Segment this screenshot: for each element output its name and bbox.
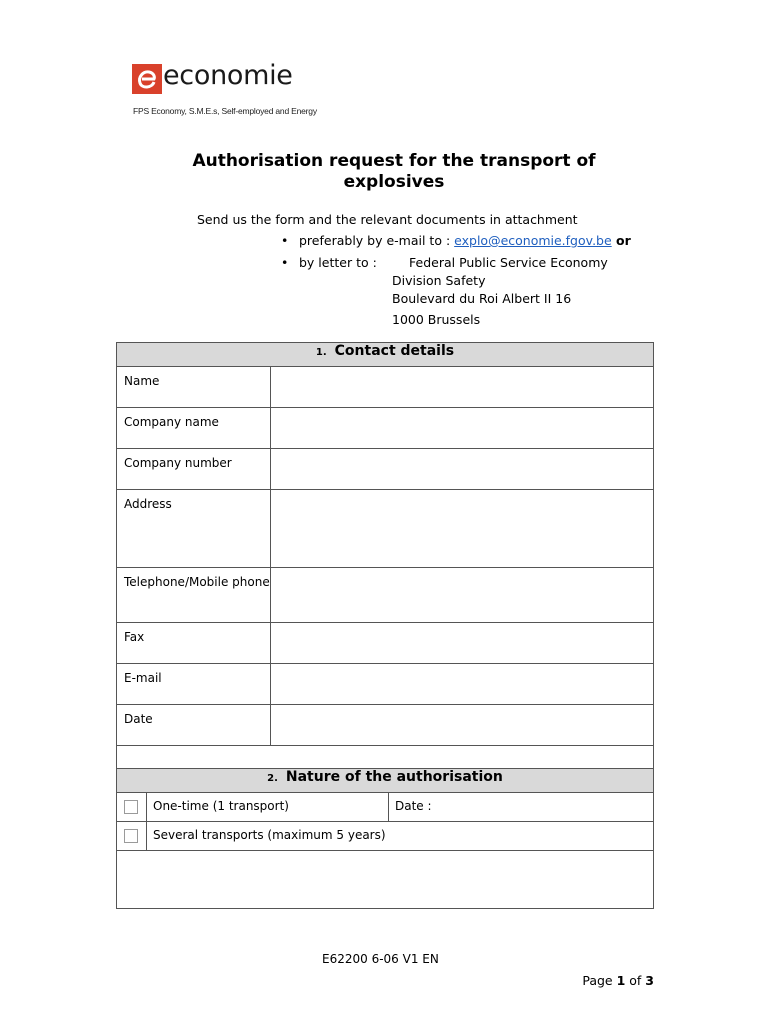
bullet-dot: • <box>281 233 289 248</box>
section-title <box>117 343 654 367</box>
table-row <box>117 367 654 408</box>
option-label: Several transports (maximum 5 years) <box>147 822 654 851</box>
table-row <box>117 408 654 449</box>
bullet-letter-prefix: by letter to : <box>299 255 377 270</box>
page-current: 1 <box>616 973 626 988</box>
field-label: Telephone/Mobile phone <box>117 568 271 623</box>
contact-details-table <box>116 342 654 769</box>
page-of: of <box>625 973 646 988</box>
checkbox-cell <box>117 822 147 851</box>
table-row <box>117 793 654 822</box>
page-prefix: Page <box>582 973 617 988</box>
company-number-field[interactable] <box>271 449 654 490</box>
table-row <box>117 449 654 490</box>
intro-text: Send us the form and the relevant documents in attachment <box>197 212 578 227</box>
field-label: Date <box>117 705 271 746</box>
section-number: 2. <box>267 773 278 784</box>
section-header <box>117 769 654 793</box>
date-label[interactable]: Date : <box>389 793 654 822</box>
bullet-letter <box>281 255 377 270</box>
logo-word: economie <box>163 60 293 91</box>
one-time-checkbox[interactable] <box>124 800 138 814</box>
table-row <box>117 623 654 664</box>
telephone-field[interactable] <box>271 568 654 623</box>
page-number <box>582 973 654 988</box>
table-row <box>117 851 654 909</box>
address-field[interactable] <box>271 490 654 568</box>
date-field[interactable] <box>271 705 654 746</box>
table-row <box>117 490 654 568</box>
bullet-email-prefix: preferably by e-mail to : <box>299 233 455 248</box>
document-title: Authorisation request for the transport of explosives <box>192 151 596 192</box>
name-field[interactable] <box>271 367 654 408</box>
address-line: 1000 Brussels <box>392 312 481 327</box>
section-number: 1. <box>315 347 327 358</box>
logo-subtitle: FPS Economy, S.M.E.s, Self-employed and Energy <box>133 106 317 116</box>
address-line: Boulevard du Roi Albert II 16 <box>392 291 572 306</box>
notes-field[interactable] <box>117 851 654 909</box>
bullet-email-suffix: or <box>611 233 631 248</box>
address-line: Division Safety <box>392 273 486 288</box>
field-label: Address <box>117 490 271 568</box>
section-title-text: Nature of the authorisation <box>285 769 503 785</box>
field-label: Fax <box>117 623 271 664</box>
table-row <box>117 568 654 623</box>
address-line: Federal Public Service Economy <box>409 255 608 270</box>
bullet-dot: • <box>281 255 289 270</box>
nature-authorisation-table <box>116 768 654 909</box>
company-name-field[interactable] <box>271 408 654 449</box>
email-field[interactable] <box>271 664 654 705</box>
spacer-row <box>117 746 654 769</box>
email-link[interactable]: explo@economie.fgov.be <box>454 233 612 248</box>
document-code: E62200 6-06 V1 EN <box>322 952 439 966</box>
logo-e-icon <box>132 64 162 94</box>
field-label: Company name <box>117 408 271 449</box>
page-total: 3 <box>645 973 654 988</box>
option-label: One-time (1 transport) <box>147 793 389 822</box>
several-transports-checkbox[interactable] <box>124 829 138 843</box>
field-label: Name <box>117 367 271 408</box>
table-row <box>117 746 654 769</box>
checkbox-cell <box>117 793 147 822</box>
field-label: E-mail <box>117 664 271 705</box>
table-row <box>117 664 654 705</box>
section-header <box>117 343 654 367</box>
fax-field[interactable] <box>271 623 654 664</box>
section-title <box>117 769 654 793</box>
table-row <box>117 822 654 851</box>
bullet-email <box>281 233 631 248</box>
section-title-text: Contact details <box>334 343 455 359</box>
field-label: Company number <box>117 449 271 490</box>
table-row <box>117 705 654 746</box>
